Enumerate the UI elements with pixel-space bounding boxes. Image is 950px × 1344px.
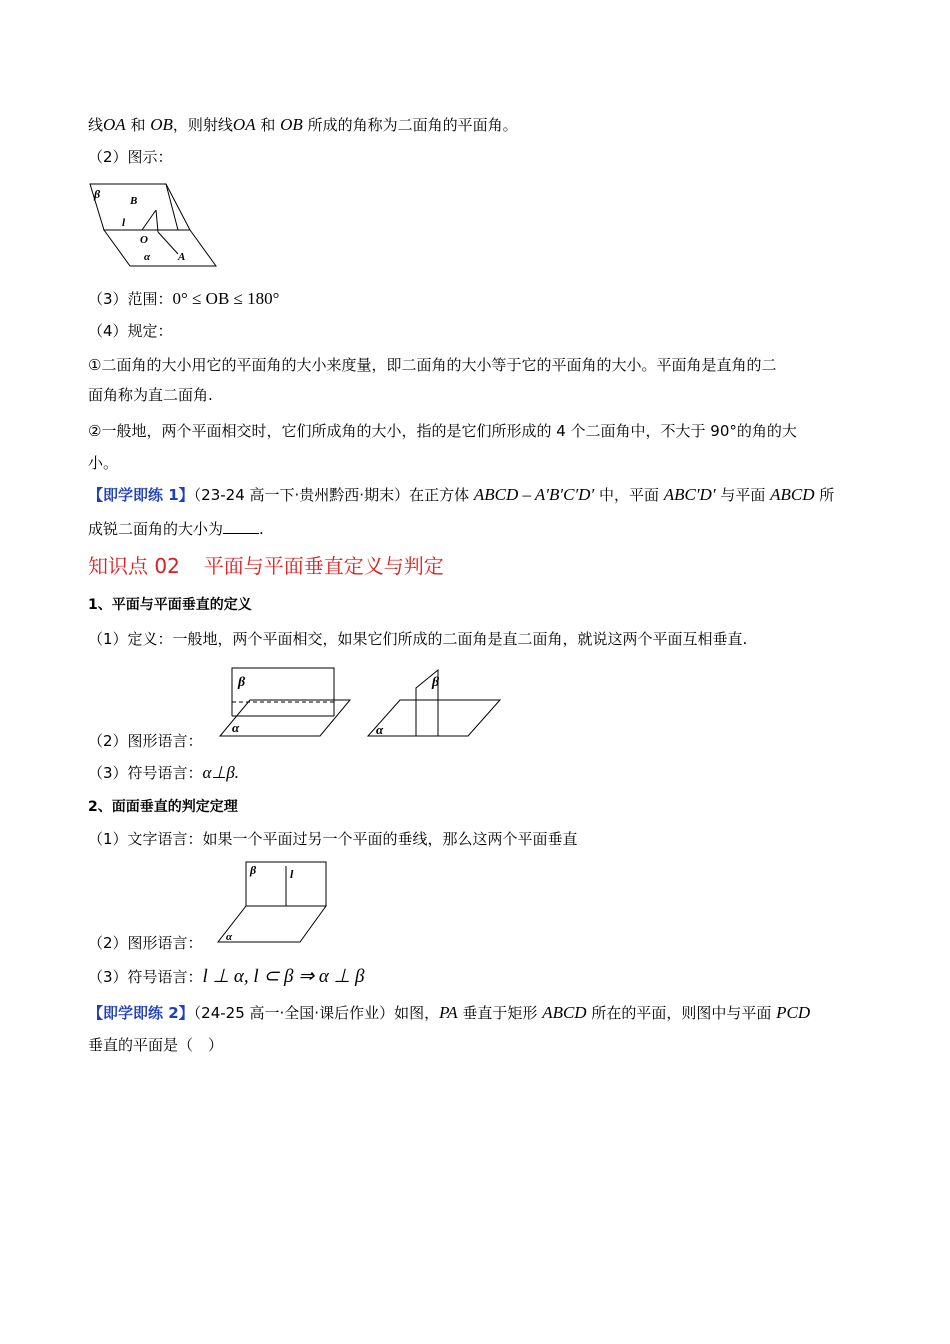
rule-heading: （4）规定： bbox=[88, 322, 173, 340]
rule-2-line-2: 小。 bbox=[88, 454, 119, 472]
symbol-language-line bbox=[88, 966, 364, 988]
exercise-2-line-1 bbox=[88, 1002, 810, 1024]
label-alpha: α bbox=[226, 931, 233, 943]
exercise-1-line-1 bbox=[88, 484, 834, 506]
rule-2-line-1: ②一般地，两个平面相交时，它们所成角的大小，指的是它们所形成的 4 个二面角中，不大于 90°的角的大 bbox=[88, 422, 797, 440]
text: （23-24 高一下·贵州黔西·期末）在正方体 bbox=[193, 486, 474, 504]
figure-caption-label: （2）图示： bbox=[88, 148, 173, 166]
math-ob: OB bbox=[280, 115, 303, 134]
subheading-theorem: 2、面面垂直的判定定理 bbox=[88, 799, 238, 815]
exercise-2-line-2: 垂直的平面是（ ） bbox=[88, 1036, 224, 1054]
exercise-1-line-2 bbox=[88, 518, 264, 540]
answer-blank bbox=[223, 519, 259, 534]
label-beta: β bbox=[94, 187, 101, 201]
perpendicular-planes-figure-2 bbox=[366, 668, 504, 742]
math-oa: OA bbox=[232, 115, 256, 134]
label-o: O bbox=[140, 234, 148, 246]
rule-1-line-1: ①二面角的大小用它的平面角的大小来度量，即二面角的大小等于它的平面角的大小。平面角是直角的二 bbox=[88, 356, 777, 374]
label-b: B bbox=[130, 195, 138, 207]
exercise-tag: 【即学即练 1】 bbox=[88, 486, 194, 504]
text: 所成的角称为二面角的平面角。 bbox=[302, 116, 518, 134]
perpendicular-theorem-figure bbox=[216, 860, 330, 946]
math-abcd: ABCD bbox=[542, 1003, 587, 1022]
label-beta: β bbox=[432, 675, 440, 690]
text: 所在的平面，则图中与平面 bbox=[586, 1004, 777, 1022]
graphic-language-label: （2）图形语言： bbox=[88, 934, 203, 952]
text: 中，平面 bbox=[594, 486, 664, 504]
text: 和 bbox=[125, 116, 151, 134]
label-alpha: α bbox=[144, 251, 151, 263]
label-a: A bbox=[178, 251, 186, 263]
definition-text: （1）定义：一般地，两个平面相交，如果它们所成的二面角是直二面角，就说这两个平面互相垂直. bbox=[88, 630, 748, 648]
range-line bbox=[88, 288, 279, 310]
paragraph-plane-angle bbox=[88, 114, 518, 136]
perpendicular-planes-figure-1 bbox=[218, 664, 354, 740]
math-oa: OA bbox=[103, 115, 126, 134]
exercise-tag: 【即学即练 2】 bbox=[88, 1004, 194, 1022]
math-theorem: l ⊥ α, l ⊂ β ⇒ α ⊥ β bbox=[202, 966, 365, 987]
section-number: 知识点 02 bbox=[88, 554, 180, 578]
text: 和 bbox=[255, 116, 281, 134]
label-beta: β bbox=[238, 675, 246, 690]
label-alpha: α bbox=[376, 722, 384, 737]
label-l: l bbox=[290, 867, 294, 881]
section-heading: 平面与平面垂直定义与判定 bbox=[203, 554, 444, 578]
graphic-language-label: （2）图形语言： bbox=[88, 732, 203, 750]
text: . bbox=[259, 520, 264, 538]
dihedral-angle-figure bbox=[86, 180, 220, 270]
label-alpha: α bbox=[232, 720, 240, 735]
text: （3）符号语言： bbox=[88, 764, 203, 782]
section-title bbox=[88, 550, 444, 579]
math-plane: ABCD bbox=[770, 485, 815, 504]
text: （24-25 高一·全国·课后作业）如图， bbox=[193, 1004, 440, 1022]
label-l: l bbox=[122, 217, 126, 229]
text: 与平面 bbox=[715, 486, 771, 504]
math-pcd: PCD bbox=[776, 1003, 811, 1022]
text: 所 bbox=[814, 486, 835, 504]
text: ，则射线 bbox=[172, 116, 233, 134]
text: 垂直于矩形 bbox=[457, 1004, 543, 1022]
text: （3）符号语言： bbox=[88, 968, 203, 986]
subheading-definition: 1、平面与平面垂直的定义 bbox=[88, 597, 252, 613]
theorem-text: （1）文字语言：如果一个平面过另一个平面的垂线，那么这两个平面垂直 bbox=[88, 830, 578, 848]
math-ob: OB bbox=[150, 115, 173, 134]
text: 线 bbox=[88, 116, 104, 134]
math-cube: ABCD – A′B′C′D′ bbox=[473, 485, 595, 504]
text: （3）范围： bbox=[88, 290, 173, 308]
label-beta: β bbox=[250, 863, 257, 877]
text: 成锐二面角的大小为 bbox=[88, 520, 224, 538]
math-range: 0° ≤ OB ≤ 180° bbox=[172, 289, 280, 308]
math-plane: ABC′D′ bbox=[663, 485, 716, 504]
math-perp: α⊥β. bbox=[202, 763, 239, 782]
math-pa: PA bbox=[439, 1003, 458, 1022]
rule-1-line-2: 面角称为直二面角. bbox=[88, 386, 213, 404]
symbol-language-line bbox=[88, 762, 239, 784]
